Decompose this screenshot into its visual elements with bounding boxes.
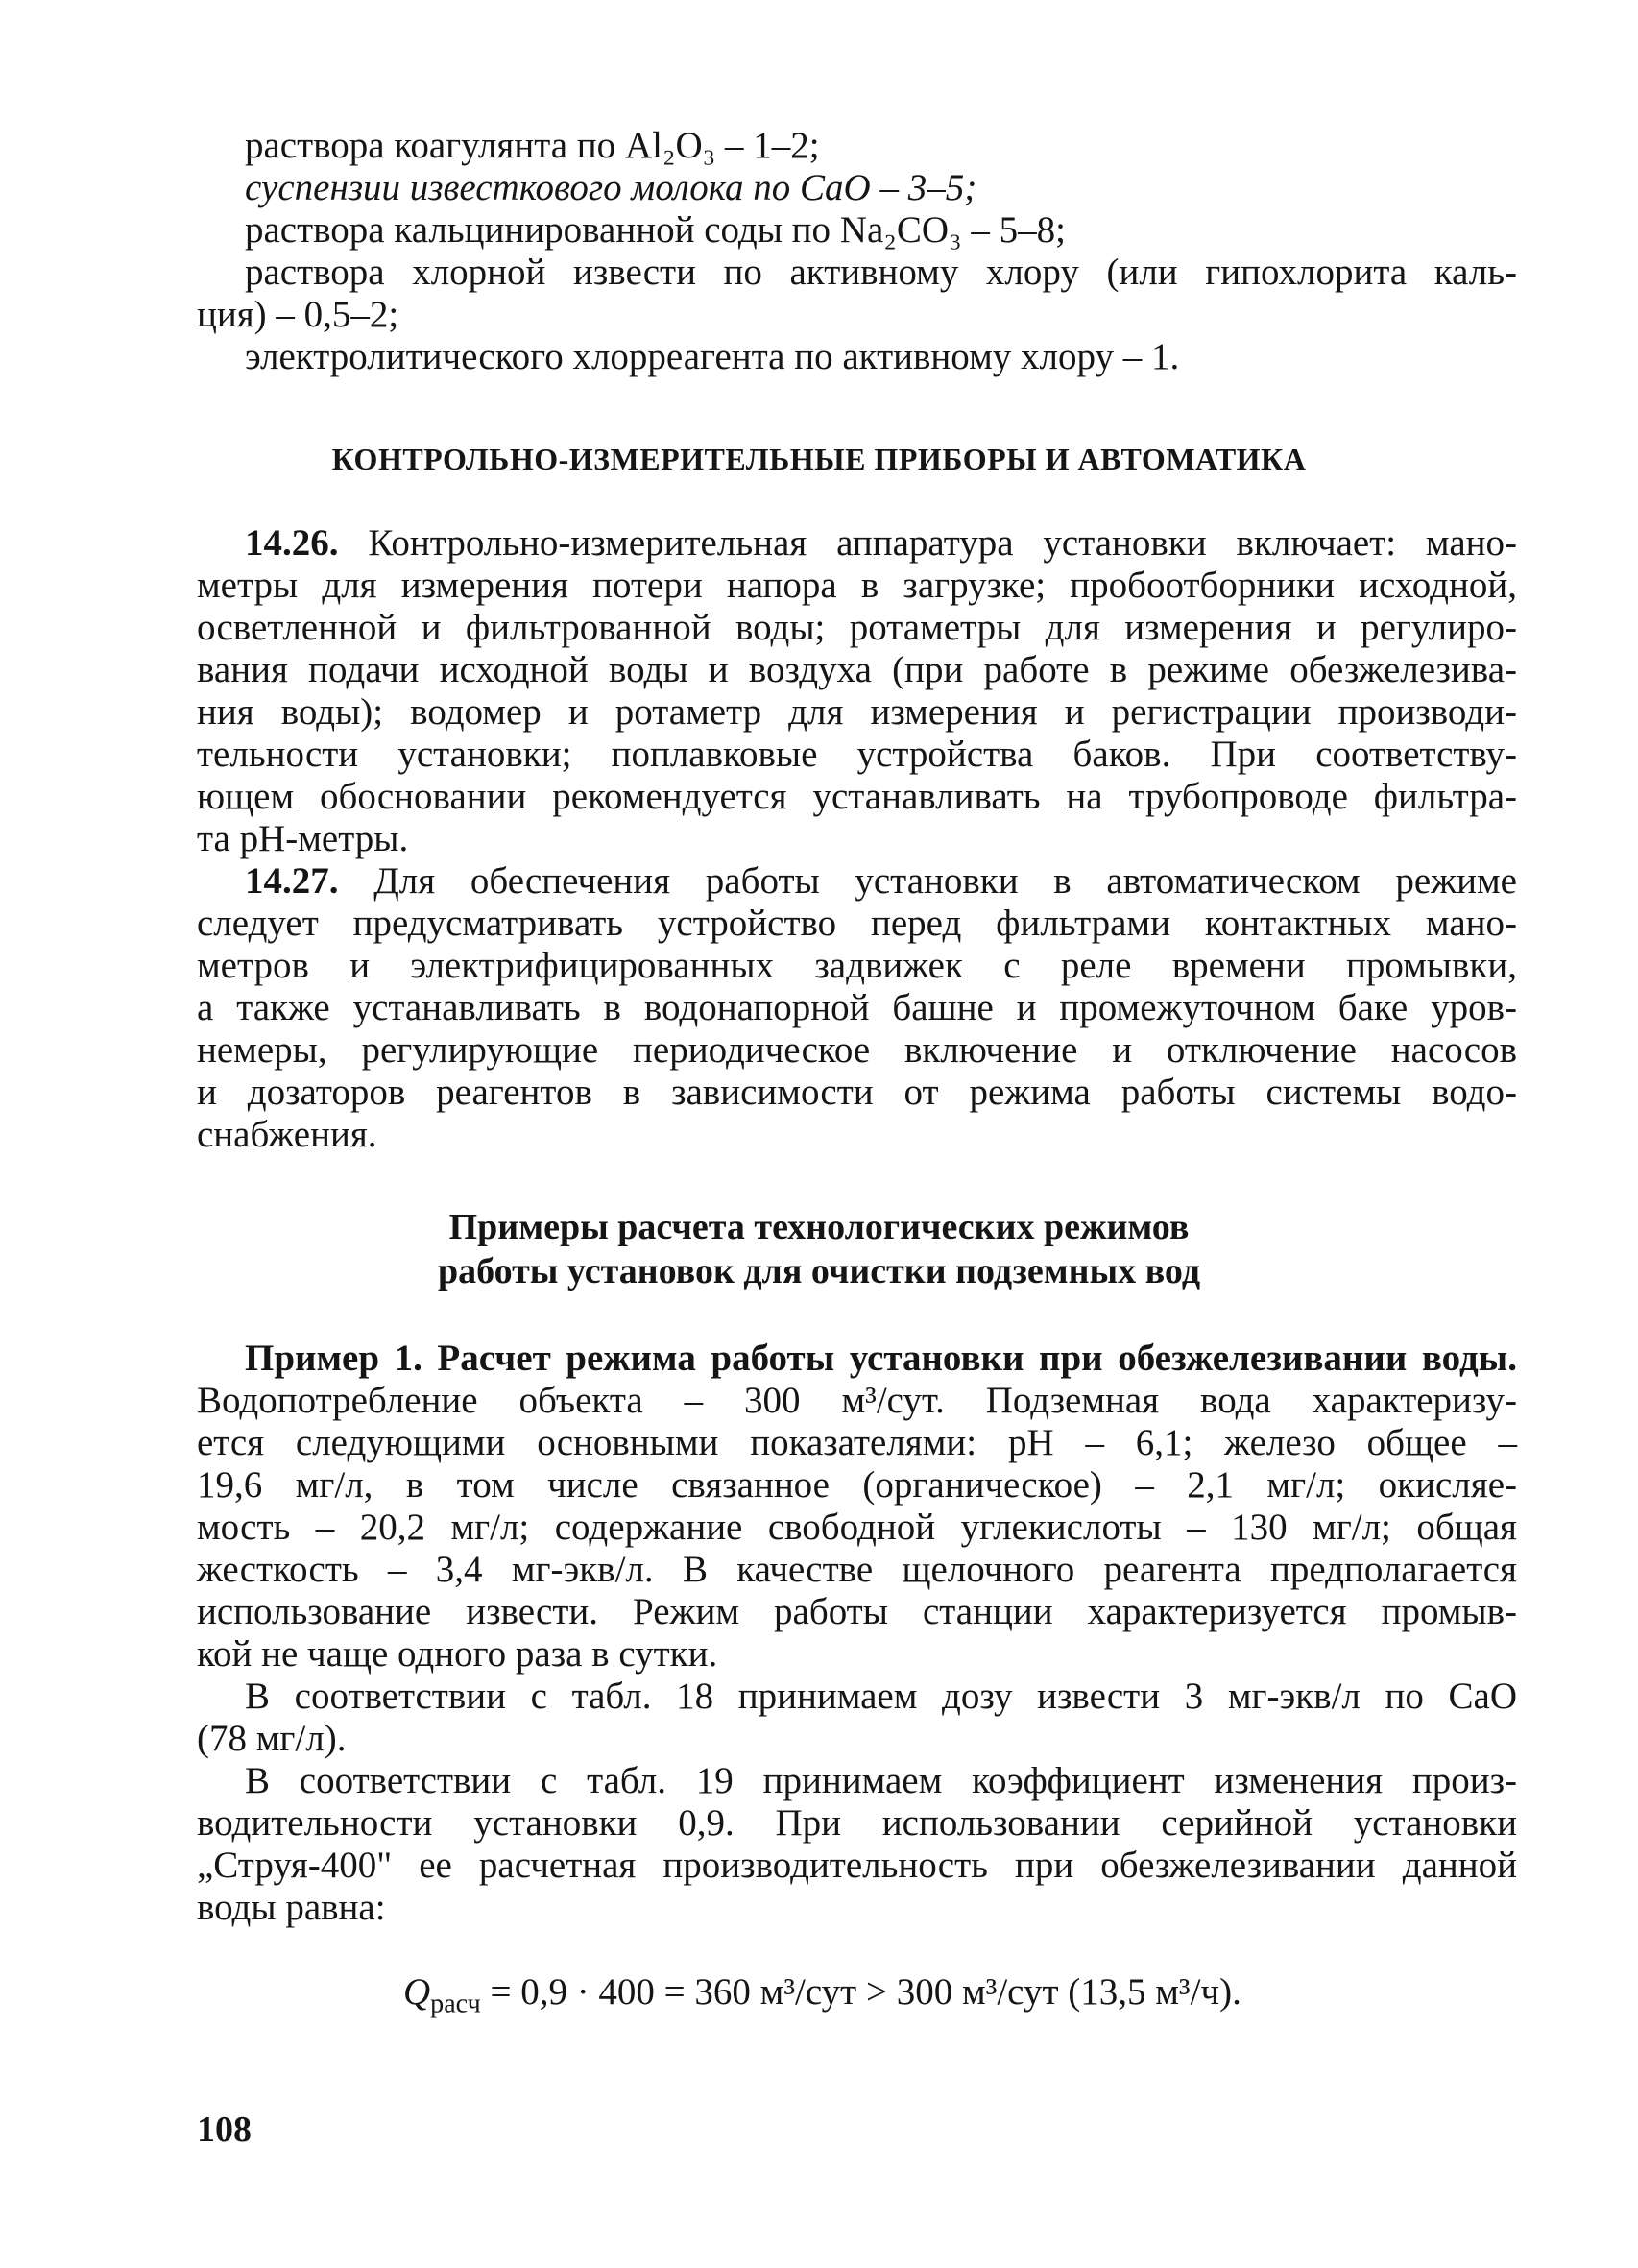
list-item: суспензии известкового молока по CaO – 3–5; bbox=[245, 167, 977, 208]
paragraph-line: следует предусматривать устройство перед фильтрами контактных мано- bbox=[197, 903, 1517, 944]
paragraph-number: 14.26. bbox=[245, 522, 339, 564]
paragraph-line: а также устанавливать в водонапорной башне и промежуточном баке уров- bbox=[197, 987, 1517, 1028]
paragraph-line: водительности установки 0,9. При использовании серийной установки bbox=[197, 1802, 1517, 1844]
paragraph-line: метров и электрифицированных задвижек с реле времени промывки, bbox=[197, 945, 1517, 986]
paragraph-line: „Струя-400" ее расчетная производительность при обезжелезивании данной bbox=[197, 1845, 1517, 1886]
heading-line: работы установок для очистки подземных вод bbox=[437, 1251, 1201, 1291]
paragraph-line: тельности установки; поплавковые устройства баков. При соответству- bbox=[197, 734, 1517, 775]
list-item: раствора кальцинированной соды по Na₂CO₃ – 5–8; bbox=[245, 209, 1066, 251]
example-1-section bbox=[197, 1338, 1517, 1929]
section-heading-examples bbox=[0, 1205, 1638, 1293]
list-item: раствора коагулянта по Al₂O₃ – 1–2; bbox=[245, 125, 820, 166]
paragraph-line: Водопотребление объекта – 300 м³/сут. Подземная вода характеризу- bbox=[197, 1380, 1517, 1421]
list-item: ция) – 0,5–2; bbox=[197, 294, 399, 335]
example-title: Пример 1. Расчет режима работы установки при обезжелезивании воды. bbox=[245, 1338, 1517, 1379]
formula-expression: = 0,9 · 400 = 360 м³/сут > 300 м³/сут (13,5 м³/ч). bbox=[480, 1971, 1241, 2013]
formula-subscript: расч bbox=[430, 1989, 481, 2019]
instrumentation-section bbox=[197, 522, 1517, 1156]
paragraph-line: В соответствии с табл. 19 принимаем коэффициент изменения произ- bbox=[245, 1760, 1517, 1801]
paragraph-line: 14.27. Для обеспечения работы установки в автоматическом режиме bbox=[245, 860, 1517, 902]
paragraph-line: ется следующими основными показателями: pH – 6,1; железо общее – bbox=[197, 1422, 1517, 1463]
paragraph-line: осветленной и фильтрованной воды; ротаметры для измерения и регулиро- bbox=[197, 607, 1517, 648]
formula-symbol: Q bbox=[403, 1971, 431, 2013]
paragraph-line: мость – 20,2 мг/л; содержание свободной углекислоты – 130 мг/л; общая bbox=[197, 1507, 1517, 1548]
paragraph-line: и дозаторов реагентов в зависимости от режима работы системы водо- bbox=[197, 1072, 1517, 1113]
paragraph-line: метры для измерения потери напора в загрузке; пробоотборники исходной, bbox=[197, 565, 1517, 606]
list-item: раствора хлорной извести по активному хлору (или гипохлорита каль- bbox=[245, 252, 1517, 293]
paragraph-line: ния воды); водомер и ротаметр для измерения и регистрации производи- bbox=[197, 691, 1517, 733]
paragraph-line: та pH-метры. bbox=[197, 818, 409, 859]
paragraph-line: (78 мг/л). bbox=[197, 1718, 347, 1759]
paragraph-line: немеры, регулирующие периодическое включение и отключение насосов bbox=[197, 1029, 1517, 1071]
list-item: электролитического хлорреагента по активному хлору – 1. bbox=[245, 336, 1180, 377]
paragraph-line: использование извести. Режим работы станции характеризуется промыв- bbox=[197, 1591, 1517, 1632]
heading-line: Примеры расчета технологических режимов bbox=[448, 1207, 1190, 1247]
paragraph-line: жесткость – 3,4 мг-экв/л. В качестве щелочного реагента предполагается bbox=[197, 1549, 1517, 1590]
paragraph-line: 19,6 мг/л, в том числе связанное (органическое) – 2,1 мг/л; окисляе- bbox=[197, 1464, 1517, 1506]
capacity-formula bbox=[403, 1970, 1241, 2019]
paragraph-line: воды равна: bbox=[197, 1887, 386, 1928]
paragraph-line: кой не чаще одного раза в сутки. bbox=[197, 1633, 718, 1675]
reagent-concentration-list bbox=[197, 125, 1517, 378]
section-heading-instrumentation: КОНТРОЛЬНО-ИЗМЕРИТЕЛЬНЫЕ ПРИБОРЫ И АВТОМАТИКА bbox=[331, 442, 1307, 476]
paragraph-number: 14.27. bbox=[245, 860, 339, 902]
paragraph-line: 14.26. Контрольно-измерительная аппаратура установки включает: мано- bbox=[245, 522, 1518, 564]
paragraph-line: В соответствии с табл. 18 принимаем дозу извести 3 мг-экв/л по CaO bbox=[245, 1676, 1517, 1717]
paragraph-line: ющем обосновании рекомендуется устанавливать на трубопроводе фильтра- bbox=[197, 776, 1517, 817]
page-number: 108 bbox=[197, 2110, 252, 2150]
paragraph-line: вания подачи исходной воды и воздуха (при работе в режиме обезжелезива- bbox=[197, 649, 1517, 690]
paragraph-line: снабжения. bbox=[197, 1114, 377, 1155]
